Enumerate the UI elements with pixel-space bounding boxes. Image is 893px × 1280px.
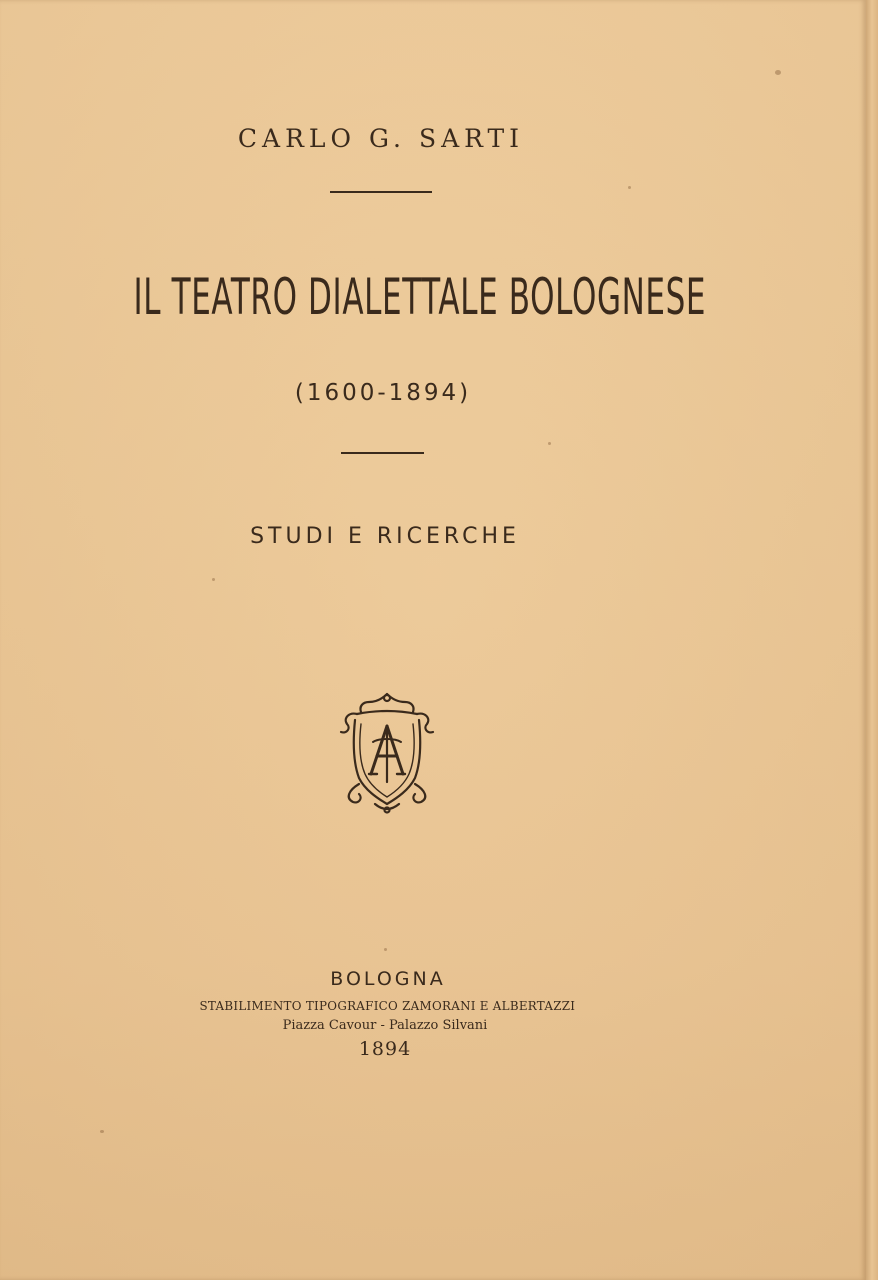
paper-speck <box>628 186 631 189</box>
imprint-year: 1894 <box>358 1038 412 1060</box>
paper-speck <box>212 578 215 581</box>
page-edge <box>866 0 878 1280</box>
author-name: CARLO G. SARTI <box>237 124 525 153</box>
imprint-printer: STABILIMENTO TIPOGRAFICO ZAMORANI E ALBERTAZZI <box>199 998 576 1013</box>
rule-divider-top <box>330 191 432 193</box>
imprint-address: Piazza Cavour - Palazzo Silvani <box>282 1018 488 1033</box>
paper-speck <box>775 70 781 75</box>
book-subtitle: STUDI E RICERCHE <box>250 524 520 549</box>
book-title: IL TEATRO DIALETTALE BOLOGNESE <box>133 268 707 326</box>
paper-speck <box>548 442 551 445</box>
years-range: (1600-1894) <box>294 380 472 406</box>
imprint-city: BOLOGNA <box>330 968 446 990</box>
rule-divider-middle <box>341 452 424 454</box>
paper-speck <box>384 948 387 951</box>
printers-mark-icon <box>335 690 439 816</box>
paper-speck <box>100 1130 104 1133</box>
